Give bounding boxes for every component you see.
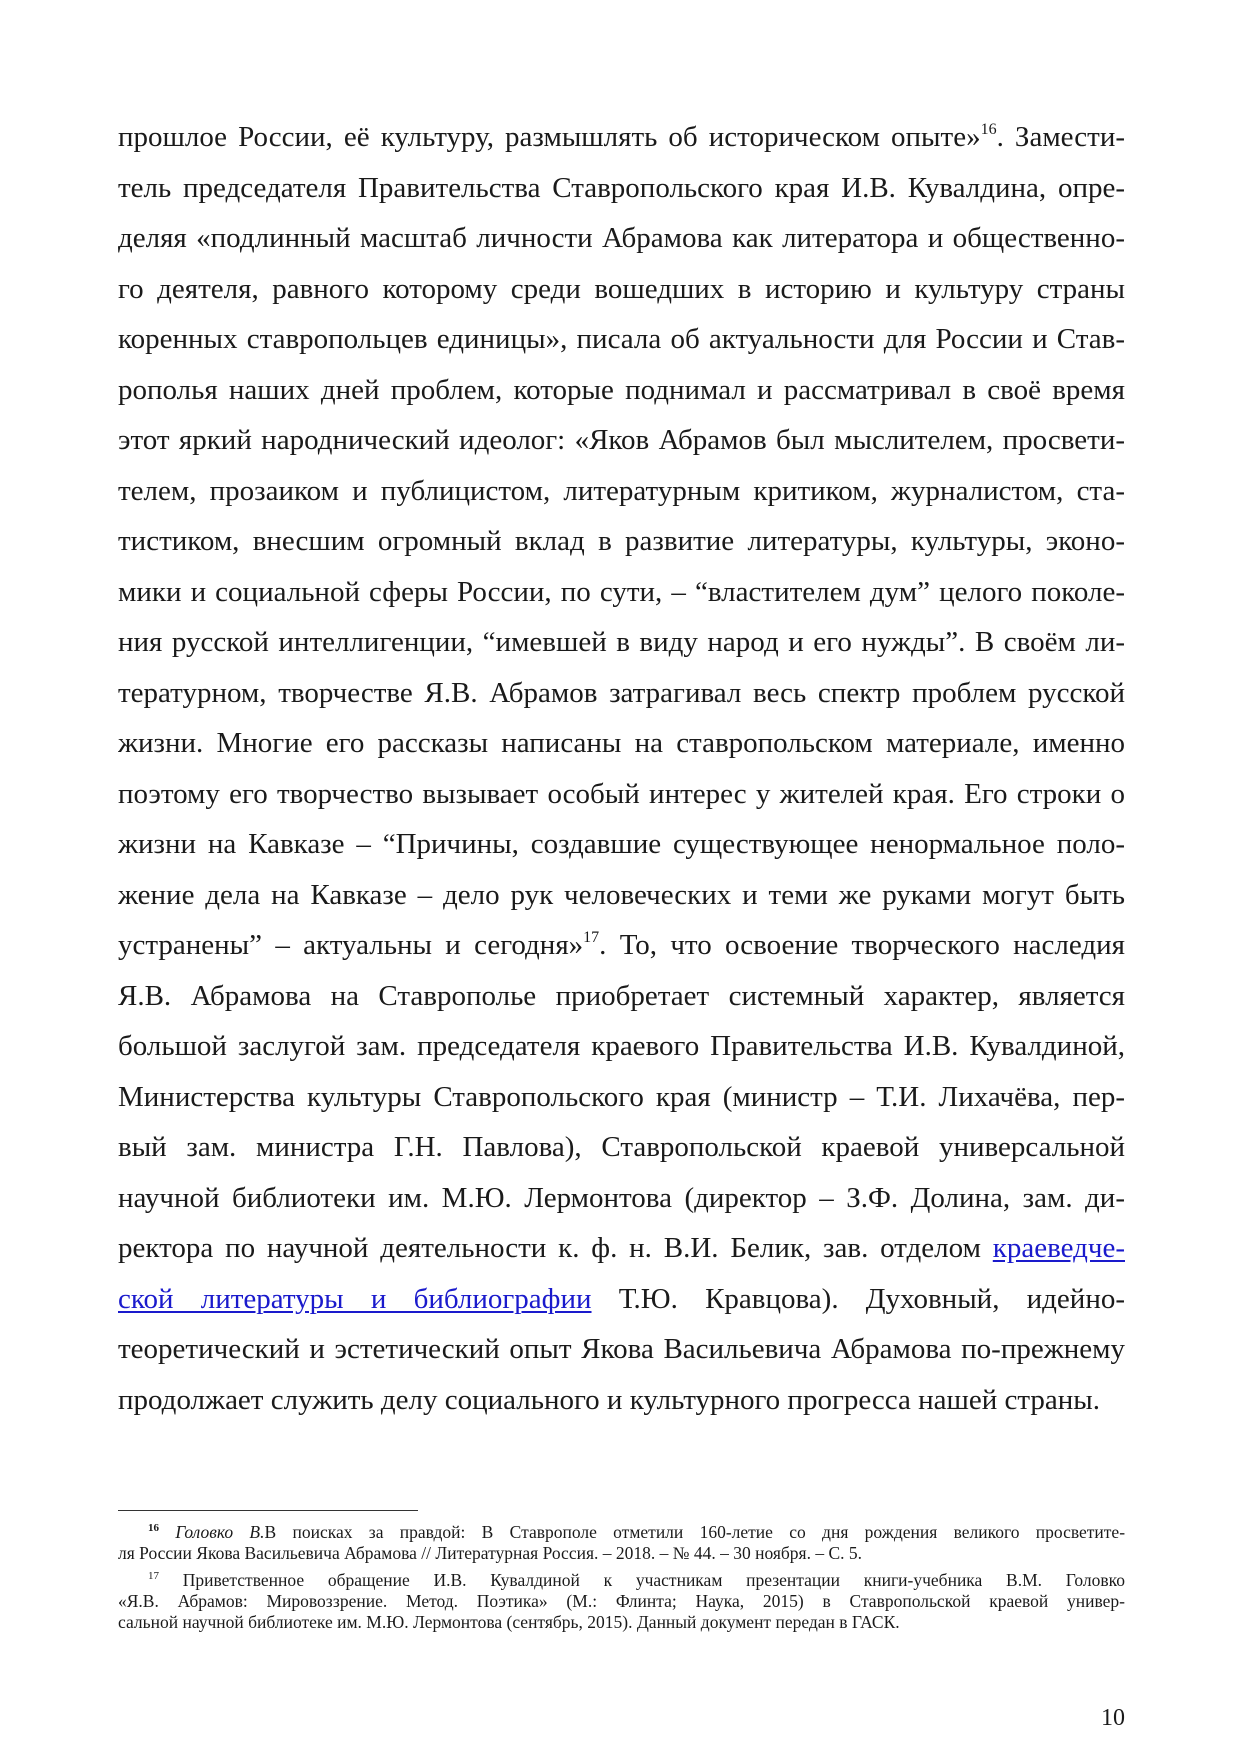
footnote-line: «Я.В. Абрамов: Мировоззрение. Метод. Поэтика» (М.: Флинта; Наука, 2015) в Ставропольской краевой универ-	[118, 1591, 1125, 1611]
text-line: продолжает служить делу социального и культурного прогресса нашей страны.	[118, 1383, 1101, 1416]
text-line: го деятеля, равного которому среди вошедших в историю и культуру страны	[118, 272, 1125, 305]
text-line: вый зам. министра Г.Н. Павлова), Ставропольской краевой универсальной	[118, 1131, 1125, 1163]
text-line: ской литературы и библиографии Т.Ю. Кравцова). Духовный, идейно-	[118, 1282, 1125, 1315]
footnote-line: ля России Якова Васильевича Абрамова // Литературная Россия. – 2018. – № 44. – 30 ноября. – С. 5.	[118, 1543, 863, 1563]
footnote-separator	[118, 1510, 418, 1511]
text-line: коренных ставропольцев единицы», писала об актуальности для России и Став-	[118, 323, 1125, 355]
text-line: Министерства культуры Ставропольского края (министр – Т.И. Лихачёва, пер-	[118, 1080, 1125, 1113]
text-line: телем, прозаиком и публицистом, литературным критиком, журналистом, ста-	[118, 474, 1125, 507]
library-department-link[interactable]: краеведче-	[992, 1232, 1125, 1264]
text-line: поэтому его творчество вызывает особый интерес у жителей края. Его строки о	[118, 777, 1125, 810]
text-line: ния русской интеллигенции, “имевшей в виду народ и его нужды”. В своём ли-	[118, 626, 1125, 658]
text-line: прошлое России, её культуру, размышлять об историческом опыте»$^{16}$. Замести-	[118, 121, 1125, 153]
text-line: мики и социальной сферы России, по сути, – “властителем дум” целого поколе-	[118, 575, 1125, 608]
footnote-ref-17[interactable]: 17	[583, 929, 600, 946]
text-line: жение дела на Кавказе – дело рук человеческих и теми же руками могут быть	[118, 878, 1125, 911]
text-line: ректора по научной деятельности к. ф. н. В.И. Белик, зав. отделом краеведче-	[118, 1232, 1125, 1264]
body-paragraph	[118, 112, 1125, 1425]
text-line: этот яркий народнический идеолог: «Яков Абрамов был мыслителем, просвети-	[118, 424, 1125, 456]
text-line: научной библиотеки им. М.Ю. Лермонтова (директор – З.Ф. Долина, зам. ди-	[118, 1181, 1125, 1214]
footnote-line: сальной научной библиотеке им. М.Ю. Лермонтова (сентябрь, 2015). Данный документ передан в ГАСК.	[118, 1612, 900, 1632]
text-line: устранены” – актуальны и сегодня»$^{17}$. То, что освоение творческого наследия	[118, 929, 1125, 961]
footnote-number: 16	[148, 1522, 159, 1534]
text-line: большой заслугой зам. председателя краевого Правительства И.В. Кувалдиной,	[118, 1030, 1125, 1062]
footnote-ref-16[interactable]: 16	[980, 121, 997, 138]
text-line: Я.В. Абрамова на Ставрополье приобретает системный характер, является	[118, 979, 1125, 1012]
footnote-16: $^{16}$ Головко В.В поисках за правдой: В Ставрополе отметили 160-летие со дня рождения великого просветите- ля России Якова Васильевича Абрамова // Литературная Россия. – 2018. – № 44. – 30 ноября. – С. 5.	[118, 1522, 1125, 1563]
text-line: тель председателя Правительства Ставропольского края И.В. Кувалдина, опре-	[118, 171, 1125, 204]
text-line: деляя «подлинный масштаб личности Абрамова как литератора и общественно-	[118, 222, 1125, 254]
library-department-link-continued[interactable]: ской литературы и библиографии	[118, 1282, 592, 1315]
text-line: жизни на Кавказе – “Причины, создавшие существующее ненормальное поло-	[118, 828, 1125, 860]
page-number: 10	[1101, 1705, 1125, 1731]
footnote-number: 17	[148, 1570, 159, 1582]
text-line: рополья наших дней проблем, которые поднимал и рассматривал в своё время	[118, 373, 1125, 406]
text-line: жизни. Многие его рассказы написаны на ставропольском материале, именно	[118, 727, 1125, 759]
text-line: теоретический и эстетический опыт Якова Васильевича Абрамова по-прежнему	[118, 1333, 1125, 1365]
footnotes	[118, 1522, 1125, 1633]
text-line: тературном, творчестве Я.В. Абрамов затрагивал весь спектр проблем русской	[118, 676, 1125, 709]
footnote-author: Головко В.	[175, 1522, 265, 1542]
footnote-17: $^{17}$ Приветственное обращение И.В. Кувалдиной к участникам презентации книги-учебника В.М. Головко «Я.В. Абрамов: Мировоззрение. Метод. Поэтика» (М.: Флинта; Наука, 2015) в Ставропольской краевой универ- сальной научной библиотеке им. М.Ю. Лермонтова (сентябрь, 2015). Данный документ передан в ГАСК.	[118, 1570, 1125, 1632]
text-line: тистиком, внесшим огромный вклад в развитие литературы, культуры, эконо-	[118, 525, 1125, 557]
